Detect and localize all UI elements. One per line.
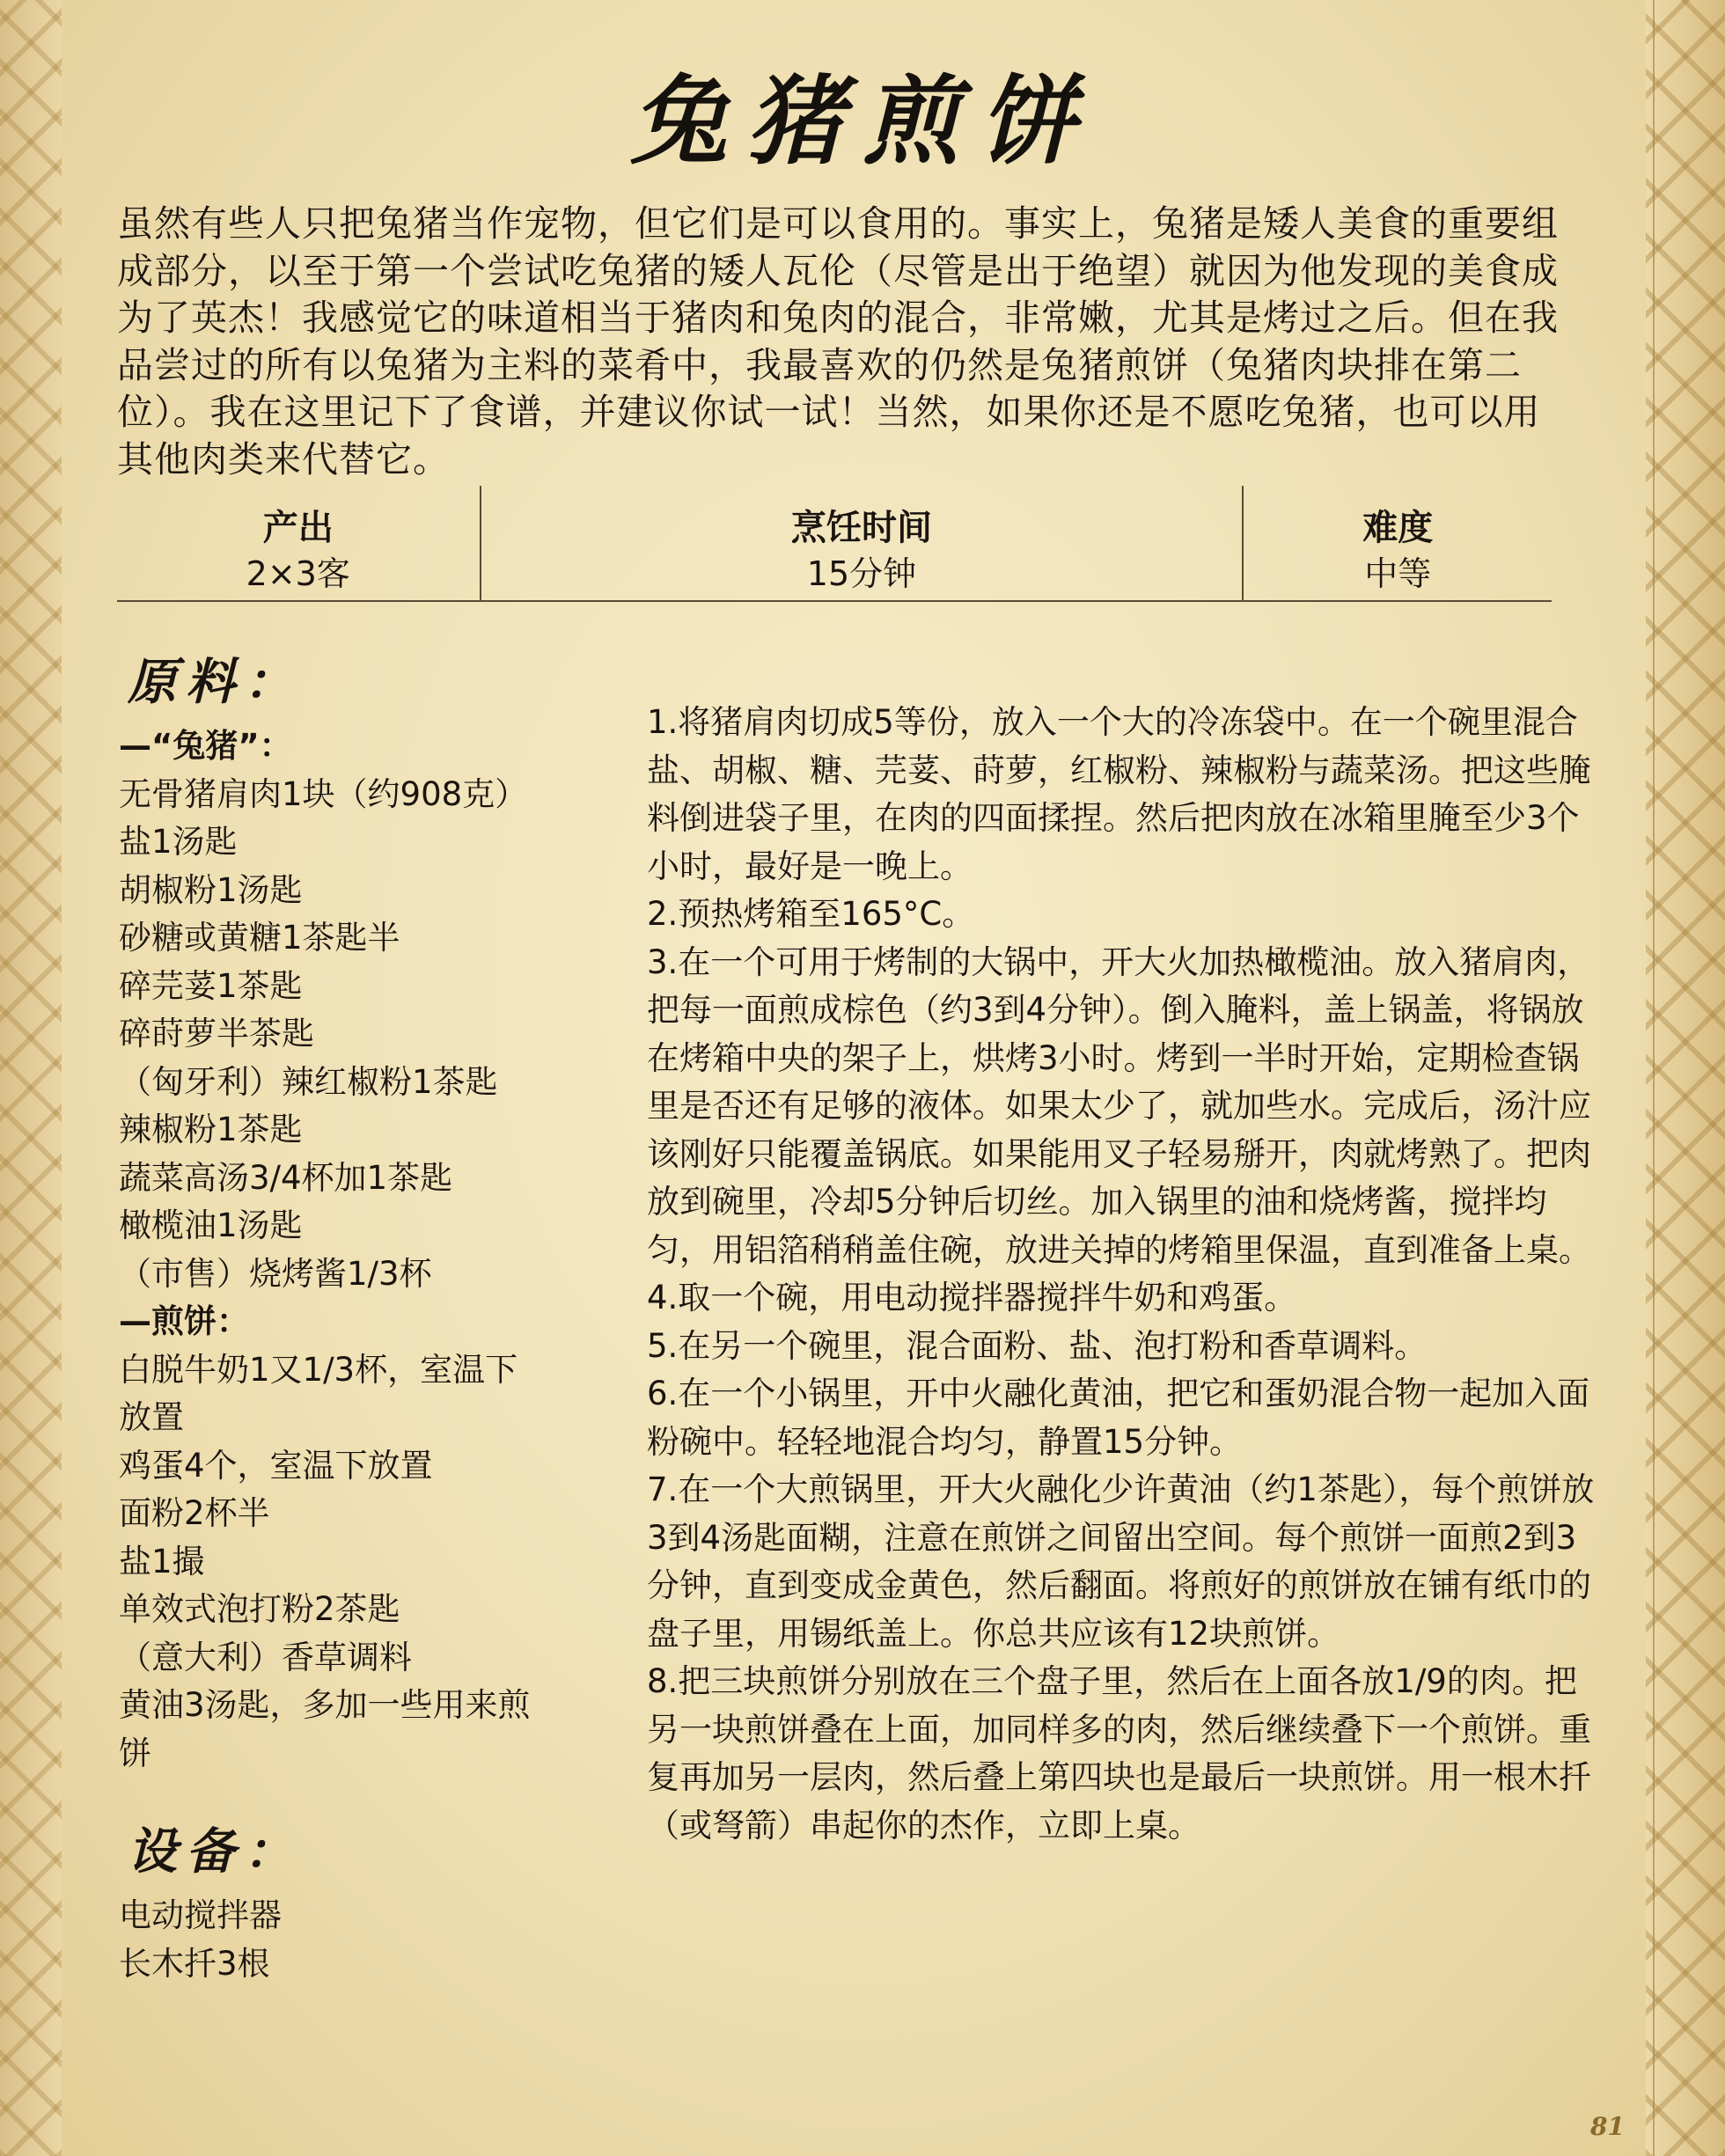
ingredient-group-label: —“兔猪”：: [119, 727, 292, 765]
stat-yield: [117, 486, 481, 600]
ingredient-item: 胡椒粉1汤匙: [119, 870, 303, 909]
instruction-step: 2.预热烤箱至165°C。: [647, 895, 975, 933]
ingredient-item: 盐1汤匙: [119, 823, 238, 861]
stat-difficulty: [1244, 486, 1552, 600]
ingredient-item: 辣椒粉1茶匙: [119, 1111, 303, 1148]
ingredient-item: 单效式泡打粉2茶匙: [119, 1590, 400, 1628]
stat-value: 15分钟: [806, 554, 917, 593]
instruction-step: 4.取一个碗，用电动搅拌器搅拌牛奶和鸡蛋。: [647, 1279, 1297, 1316]
equipment-item: 长木扦3根: [119, 1944, 270, 1983]
ingredient-item: （匈牙利）辣红椒粉1茶匙: [119, 1062, 498, 1101]
ingredient-item: 无骨猪肩肉1块（约908克）: [119, 774, 528, 813]
instruction-step: 5.在另一个碗里，混合面粉、盐、泡打粉和香草调料。: [647, 1326, 1428, 1365]
ingredient-item: （意大利）香草调料: [119, 1638, 412, 1676]
ingredient-item: 橄榄油1汤匙: [119, 1206, 303, 1244]
intro-paragraph: 虽然有些人只把兔猪当作宠物，但它们是可以食用的。事实上，兔猪是矮人美食的重要组成部分，以至于第一个尝试吃兔猪的矮人瓦伦（尽管是出于绝望）就因为他发现的美食成为了英杰！我感觉它的味道相当于猪肉和兔肉的混合，非常嫩，尤其是烤过之后。但在我品尝过的所有以兔猪为主料的菜肴中，我最喜欢的仍然是兔猪煎饼（兔猪肉块排在第二位）。我在这里记下了食谱，并建议你试一试！当然，如果你还是不愿吃兔猪，也可以用其他肉类来代替它。: [117, 202, 1559, 480]
stat-value: 2×3客: [246, 554, 350, 593]
equipment-heading: 设备：: [128, 1822, 302, 1881]
ingredient-item: 砂糖或黄糖1茶匙半: [119, 919, 400, 957]
ingredient-item: 黄油3汤匙，多加一些用来煎 饼: [119, 1686, 531, 1772]
recipe-stats-table: [117, 486, 1552, 602]
page-number: 81: [1590, 2112, 1625, 2141]
instruction-step: 1.将猪肩肉切成5等份，放入一个大的冷冻袋中。在一个碗里混合盐、胡椒、糖、芫荽、莳萝，红椒粉、辣椒粉与蔬菜汤。把这些腌料倒进袋子里，在肉的四面揉捏。然后把肉放在冰箱里腌至少3个小时，最好是一晚上。: [647, 703, 1591, 885]
stat-label: 产出: [262, 508, 334, 548]
stat-label: 难度: [1362, 508, 1434, 548]
ingredient-item: 盐1撮: [119, 1542, 205, 1580]
ingredients-column: [119, 647, 612, 1988]
instructions-column: [647, 699, 1597, 1850]
ingredient-item: 鸡蛋4个，室温下放置: [119, 1446, 433, 1485]
stat-cook-time: [481, 486, 1244, 600]
stat-label: 烹饪时间: [790, 508, 932, 548]
ingredients-heading: 原料：: [128, 653, 302, 711]
stat-value: 中等: [1364, 554, 1432, 593]
ingredient-item: 碎莳萝半茶匙: [119, 1015, 314, 1052]
ingredient-group-label: —煎饼：: [119, 1302, 249, 1340]
ingredient-item: （市售）烧烤酱1/3杯: [119, 1254, 432, 1293]
page-title: 兔猪煎饼: [630, 64, 1095, 178]
ingredient-item: 白脱牛奶1又1/3杯，室温下 放置: [119, 1350, 518, 1436]
equipment-item: 电动搅拌器: [119, 1896, 282, 1934]
ingredient-item: 碎芫荽1茶匙: [119, 966, 303, 1005]
instruction-step: 3.在一个可用于烤制的大锅中，开大火加热橄榄油。放入猪肩肉，把每一面煎成棕色（约3到4分钟）。倒入腌料，盖上锅盖，将锅放在烤箱中央的架子上，烘烤3小时。烤到一半时开始，定期检查锅里是否还有足够的液体。如果太少了，就加些水。完成后，汤汁应该刚好只能覆盖锅底。如果能用叉子轻易掰开，肉就烤熟了。把肉放到碗里，冷却5分钟后切丝。加入锅里的油和烧烤酱，搅拌均匀，用铝箔稍稍盖住碗，放进关掉的烤箱里保温，直到准备上桌。: [647, 942, 1591, 1269]
instruction-step: 7.在一个大煎锅里，开大火融化少许黄油（约1茶匙），每个煎饼放3到4汤匙面糊，注意在煎饼之间留出空间。每个煎饼一面煎2到3分钟，直到变成金黄色，然后翻面。将煎好的煎饼放在铺有纸巾的盘子里，用锡纸盖上。你总共应该有12块煎饼。: [647, 1470, 1595, 1653]
ingredients-list: [119, 722, 612, 1778]
instruction-step: 6.在一个小锅里，开中火融化黄油，把它和蛋奶混合物一起加入面粉碗中。轻轻地混合均匀，静置15分钟。: [647, 1375, 1590, 1461]
ingredient-item: 蔬菜高汤3/4杯加1茶匙: [119, 1158, 453, 1197]
decorative-border-right: [1646, 0, 1725, 2156]
ingredient-item: 面粉2杯半: [119, 1494, 270, 1532]
instruction-step: 8.把三块煎饼分别放在三个盘子里，然后在上面各放1/9的肉。把另一块煎饼叠在上面，加同样多的肉，然后继续叠下一个煎饼。重复再加另一层肉，然后叠上第四块也是最后一块煎饼。用一根木扦（或弩箭）串起你的杰作，立即上桌。: [647, 1662, 1591, 1844]
decorative-border-left: [0, 0, 62, 2156]
